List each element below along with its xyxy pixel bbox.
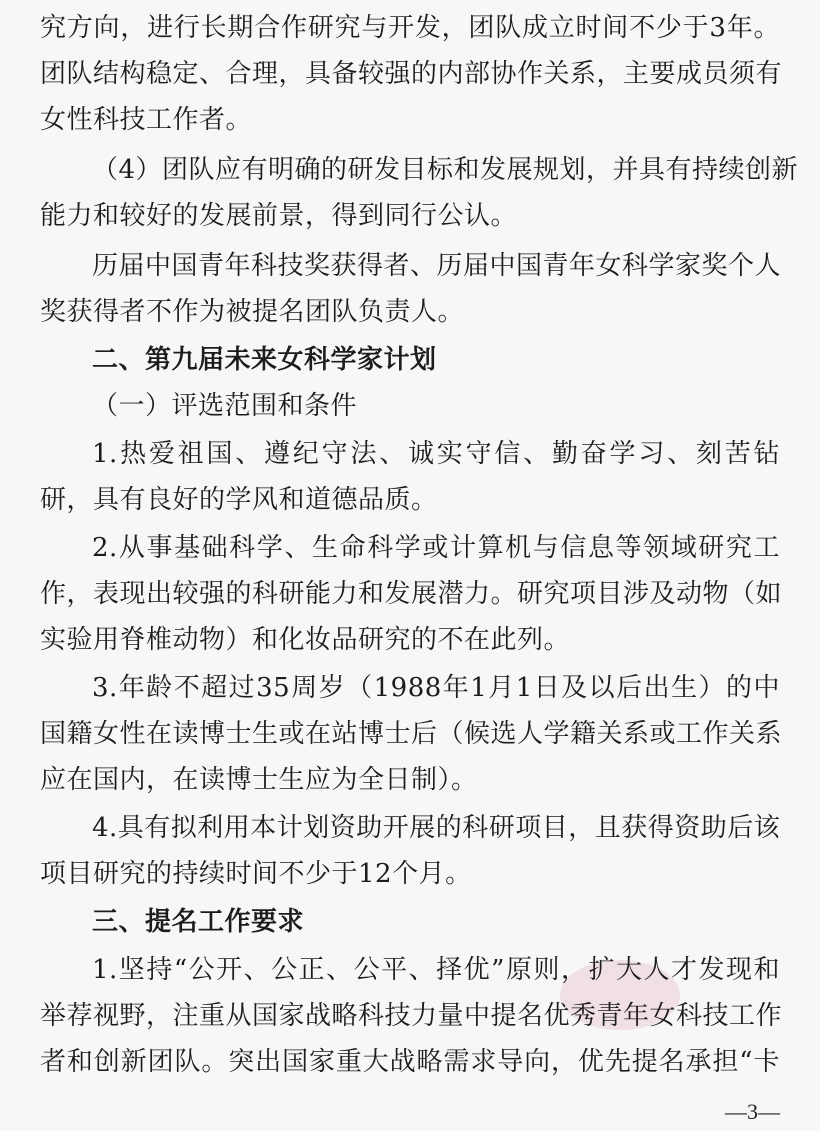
- paragraph-line-3: 女性科技工作者。: [40, 105, 253, 135]
- page-number: —3—: [725, 1099, 780, 1124]
- paragraph-line-10: 1.热爱祖国、遵纪守法、诚实守信、勤奋学习、刻苦钻: [92, 439, 780, 469]
- paragraph-line-14: 实验用脊椎动物）和化妆品研究的不在此列。: [40, 625, 571, 655]
- section-heading-3: 三、提名工作要求: [92, 907, 305, 937]
- paragraph-line-15: 3.年龄不超过35周岁（1988年1月1日及以后出生）的中: [92, 673, 780, 703]
- section-heading-2: 二、第九届未来女科学家计划: [92, 345, 437, 375]
- paragraph-line-2: 团队结构稳定、合理，具备较强的内部协作关系，主要成员须有: [40, 59, 783, 89]
- paragraph-line-21: 1.坚持“公开、公正、公平、择优”原则，扩大人才发现和: [92, 955, 780, 985]
- paragraph-line-1: 究方向，进行长期合作研究与开发，团队成立时间不少于3年。: [40, 13, 780, 43]
- paragraph-line-23: 者和创新团队。突出国家重大战略需求导向，优先提名承担“卡: [40, 1047, 780, 1077]
- paragraph-line-17: 应在国内，在读博士生应为全日制）。: [40, 765, 478, 795]
- paragraph-line-12: 2.从事基础科学、生命科学或计算机与信息等领域研究工: [92, 533, 780, 563]
- paragraph-line-11: 研，具有良好的学风和道德品质。: [40, 485, 438, 515]
- paragraph-line-4: （4）团队应有明确的研发目标和发展规划，并具有持续创新: [92, 155, 799, 185]
- paragraph-line-16: 国籍女性在读博士生或在站博士后（候选人学籍关系或工作关系: [40, 719, 783, 749]
- paragraph-line-13: 作，表现出较强的科研能力和发展潜力。研究项目涉及动物（如: [40, 579, 783, 609]
- paragraph-line-19: 项目研究的持续时间不少于12个月。: [40, 859, 472, 889]
- subsection-heading-1: （一）评选范围和条件: [92, 391, 358, 421]
- paragraph-line-5: 能力和较好的发展前景，得到同行公认。: [40, 201, 518, 231]
- paragraph-line-7: 奖获得者不作为被提名团队负责人。: [40, 297, 465, 327]
- paragraph-line-6: 历届中国青年科技奖获得者、历届中国青年女科学家奖个人: [92, 251, 782, 281]
- paragraph-line-22: 举荐视野，注重从国家战略科技力量中提名优秀青年女科技工作: [40, 1001, 783, 1031]
- paragraph-line-18: 4.具有拟利用本计划资助开展的科研项目，且获得资助后该: [92, 813, 781, 843]
